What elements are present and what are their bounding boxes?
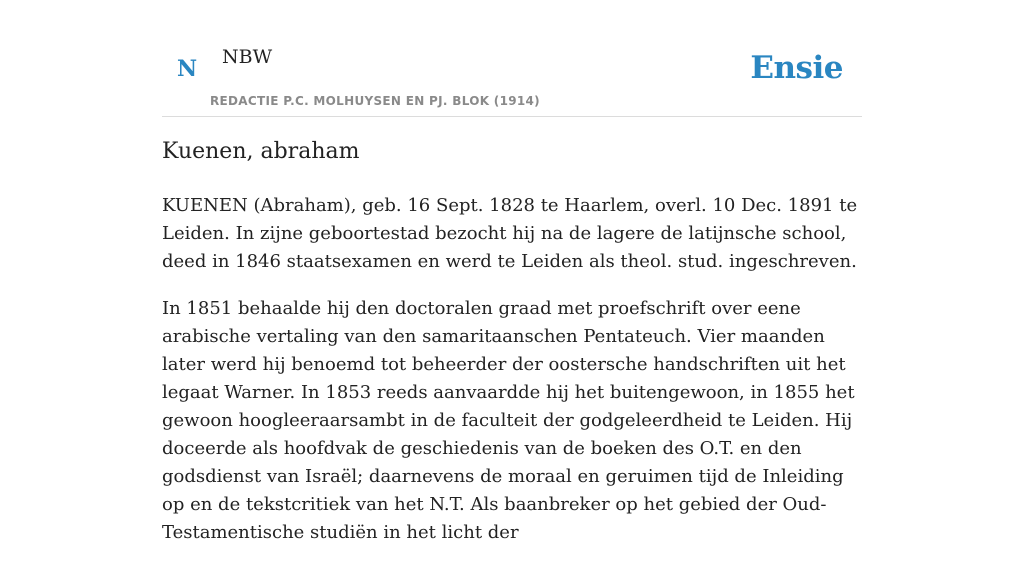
ensie-logo[interactable]: Ensie — [750, 50, 843, 86]
source-name[interactable]: NBW — [222, 46, 273, 68]
source-editors: REDACTIE P.C. MOLHUYSEN EN PJ. BLOK (1914) — [210, 94, 540, 108]
header — [162, 0, 862, 117]
source-letter-badge[interactable]: N — [177, 56, 198, 82]
article-paragraph: In 1851 behaalde hij den doctoralen graad met proefschrift over eene arabische vertaling van den samaritaanschen Pentateuch. Vier maanden later werd hij benoemd tot beheerder der oostersche handschriften uit het legaat Warner. In 1853 reeds aanvaardde hij het buitengewoon, in 1855 het gewoon hoogleeraarsambt in de faculteit der godgeleerdheid te Leiden. Hij doceerde als hoofdvak de geschiedenis van de boeken des O.T. en den godsdienst van Israël; daarnevens de moraal en geruimen tijd de Inleiding op en de tekstcritiek van het N.T. Als baanbreker op het gebied der Oud-Testamentische studiën in het licht der — [162, 298, 855, 543]
article-paragraph: KUENEN (Abraham), geb. 16 Sept. 1828 te Haarlem, overl. 10 Dec. 1891 te Leiden. In zijne geboortestad bezocht hij na de lagere de latijnsche school, deed in 1846 staatsexamen en werd te Leiden als theol. stud. ingeschreven. — [162, 195, 858, 272]
page-title: Kuenen, abraham — [162, 139, 360, 164]
article-body — [162, 192, 862, 566]
